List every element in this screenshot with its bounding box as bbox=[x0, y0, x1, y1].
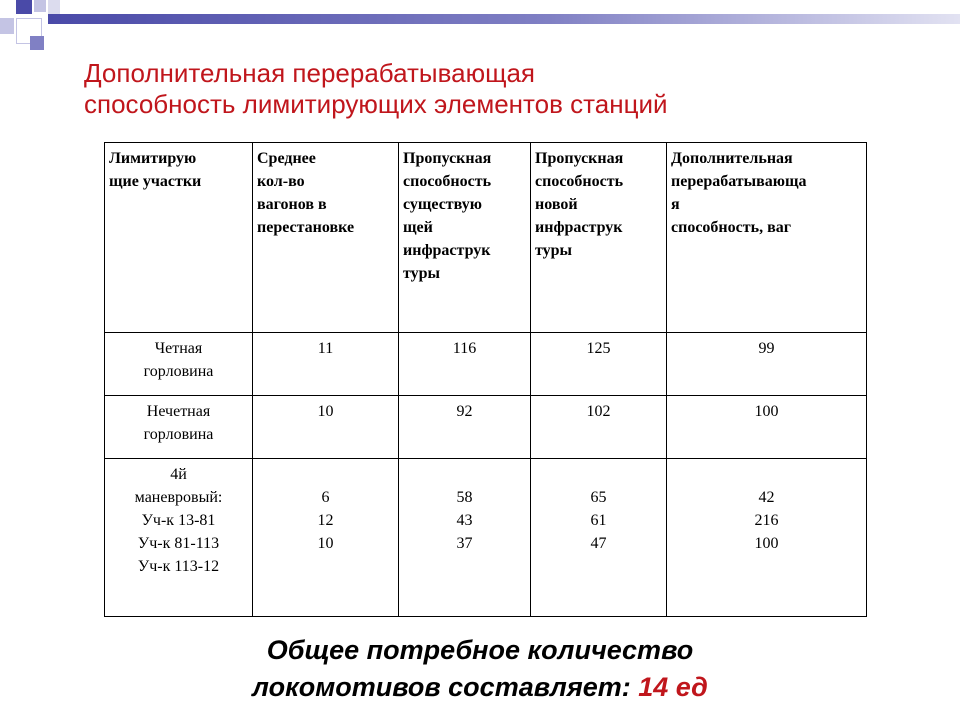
cell-line: Пропускная bbox=[403, 150, 492, 167]
cell-line: горловина bbox=[143, 363, 214, 380]
cell-line: инфраструк bbox=[535, 219, 623, 236]
cell-avg-cars bbox=[253, 396, 399, 459]
header-cell-existing-capacity bbox=[399, 143, 531, 333]
cell-line: 100 bbox=[754, 403, 779, 420]
cell-line: щей bbox=[403, 219, 433, 236]
cell-line: вагонов в bbox=[257, 196, 327, 213]
cell-avg-cars bbox=[253, 333, 399, 396]
cell-line: Пропускная bbox=[535, 150, 624, 167]
cell-line: 216 bbox=[754, 512, 779, 529]
cell-line: 43 bbox=[456, 512, 473, 529]
header-bar bbox=[48, 14, 960, 24]
cell-line: Среднее bbox=[257, 150, 316, 167]
decor-square bbox=[16, 0, 32, 14]
decor-square bbox=[48, 0, 60, 14]
cell-line: горловина bbox=[143, 426, 214, 443]
decor-square bbox=[34, 0, 46, 12]
cell-extra-capacity bbox=[667, 459, 867, 617]
cell-line: способность bbox=[403, 173, 492, 190]
summary-line-1: Общее потребное количество bbox=[266, 635, 694, 665]
table-header-row bbox=[105, 143, 867, 333]
cell-avg-cars bbox=[253, 459, 399, 617]
cell-line: существую bbox=[403, 196, 482, 213]
cell-line: Четная bbox=[154, 340, 203, 357]
row-label bbox=[105, 459, 253, 617]
cell-line: 99 bbox=[758, 340, 775, 357]
header-cell-avg-cars bbox=[253, 143, 399, 333]
cell-line: Дополнительная bbox=[671, 150, 793, 167]
summary-prefix: локомотивов составляет: bbox=[252, 672, 639, 702]
cell-line: маневровый: bbox=[134, 489, 223, 506]
cell-line: 6 bbox=[321, 489, 330, 506]
cell-line: 100 bbox=[754, 535, 779, 552]
cell-line: я bbox=[671, 196, 680, 213]
cell-line: 37 bbox=[456, 535, 473, 552]
table-row bbox=[105, 333, 867, 396]
cell-line: туры bbox=[403, 265, 441, 282]
slide-title-line-1: Дополнительная перерабатывающая bbox=[84, 58, 536, 88]
cell-line: Лимитирую bbox=[109, 150, 197, 167]
summary-line-2 bbox=[0, 669, 960, 706]
cell-line: 61 bbox=[590, 512, 607, 529]
cell-spacer bbox=[671, 463, 862, 486]
cell-line: 58 bbox=[456, 489, 473, 506]
cell-line: Уч-к 81-113 bbox=[137, 535, 220, 552]
cell-extra-capacity bbox=[667, 396, 867, 459]
cell-existing-capacity bbox=[399, 459, 531, 617]
cell-line: 10 bbox=[317, 403, 334, 420]
cell-line: перерабатывающа bbox=[671, 173, 807, 190]
cell-line: Уч-к 13-81 bbox=[141, 512, 216, 529]
cell-new-capacity bbox=[531, 459, 667, 617]
cell-new-capacity bbox=[531, 333, 667, 396]
header-cell-extra-capacity bbox=[667, 143, 867, 333]
row-label bbox=[105, 396, 253, 459]
cell-line: 102 bbox=[586, 403, 611, 420]
cell-line: способность bbox=[535, 173, 624, 190]
cell-line: 11 bbox=[317, 340, 334, 357]
cell-existing-capacity bbox=[399, 333, 531, 396]
decor-square bbox=[30, 36, 44, 50]
cell-line: щие участки bbox=[109, 173, 202, 190]
header-cell-sections bbox=[105, 143, 253, 333]
slide-title bbox=[84, 58, 904, 120]
table-row bbox=[105, 459, 867, 617]
cell-line: кол-во bbox=[257, 173, 305, 190]
cell-spacer bbox=[403, 463, 526, 486]
summary-text bbox=[0, 632, 960, 706]
capacity-table bbox=[104, 142, 867, 617]
cell-line: инфраструк bbox=[403, 242, 491, 259]
table-row bbox=[105, 396, 867, 459]
cell-new-capacity bbox=[531, 396, 667, 459]
cell-extra-capacity bbox=[667, 333, 867, 396]
cell-line: Уч-к 113-12 bbox=[137, 558, 220, 575]
cell-spacer bbox=[257, 463, 394, 486]
cell-line: 65 bbox=[590, 489, 607, 506]
cell-line: 116 bbox=[452, 340, 477, 357]
cell-line: способность, ваг bbox=[671, 219, 791, 236]
slide-title-line-2: способность лимитирующих элементов станций bbox=[84, 89, 668, 119]
cell-line: Нечетная bbox=[146, 403, 211, 420]
row-label bbox=[105, 333, 253, 396]
cell-line: новой bbox=[535, 196, 578, 213]
cell-line: 47 bbox=[590, 535, 607, 552]
cell-existing-capacity bbox=[399, 396, 531, 459]
cell-line: туры bbox=[535, 242, 573, 259]
decor-square bbox=[0, 18, 14, 34]
cell-spacer bbox=[535, 463, 662, 486]
cell-line: перестановке bbox=[257, 219, 355, 236]
cell-line: 125 bbox=[586, 340, 611, 357]
header-cell-new-capacity bbox=[531, 143, 667, 333]
cell-line: 10 bbox=[317, 535, 334, 552]
cell-line: 12 bbox=[317, 512, 334, 529]
cell-line: 4й bbox=[170, 466, 187, 483]
cell-line: 42 bbox=[758, 489, 775, 506]
cell-line: 92 bbox=[456, 403, 473, 420]
summary-locomotive-count: 14 ед bbox=[638, 672, 708, 702]
